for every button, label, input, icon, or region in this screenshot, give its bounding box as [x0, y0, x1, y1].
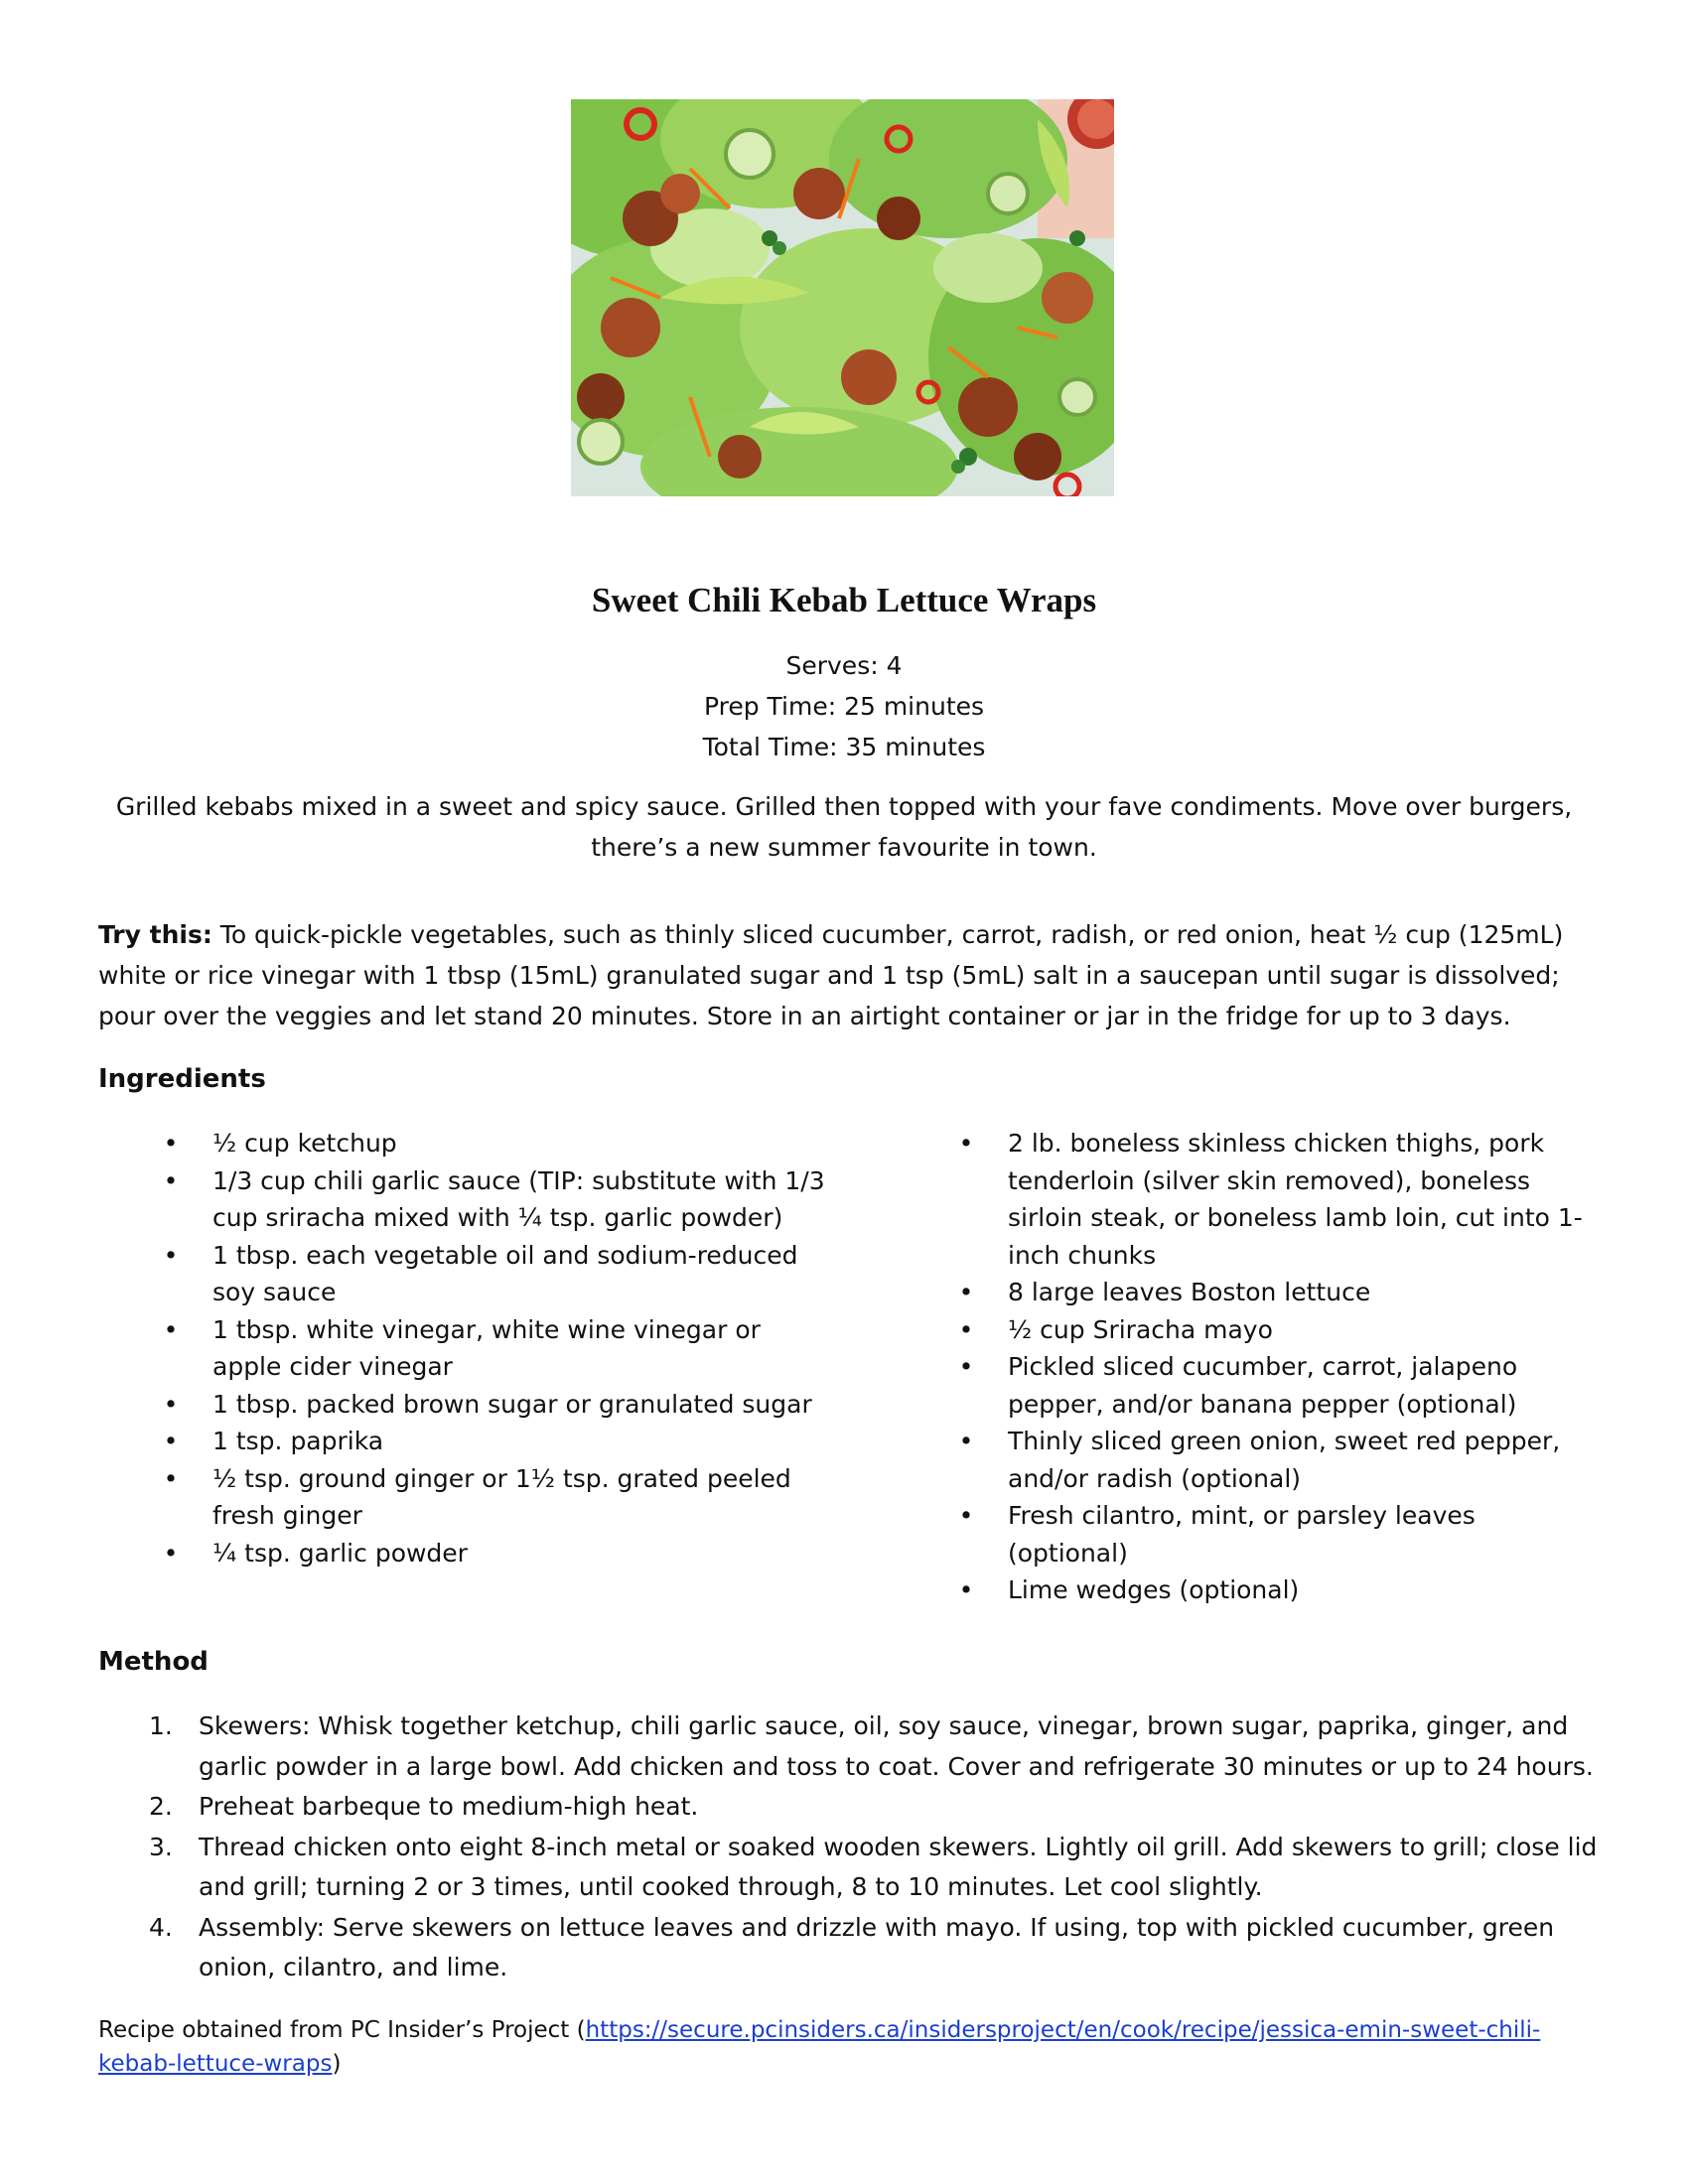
step-number: 1.	[149, 1711, 173, 1740]
tip-text: To quick-pickle vegetables, such as thinly sliced cucumber, carrot, radish, or red onion, heat ½ cup (125mL) white or rice vinegar with 1 tbsp (15mL) granulated sugar and 1 tsp (5mL) salt in a saucepan until sugar is dissolved; pour over the veggies and let stand 20 minutes. Store in an airtight container or jar in the fridge for up to 3 days.	[98, 920, 1564, 1030]
bullet: •	[163, 1129, 179, 1158]
bullet: •	[163, 1427, 179, 1455]
ingredient-item: • 1 tbsp. packed brown sugar or granulated sugar	[161, 1386, 836, 1424]
bullet: •	[958, 1427, 974, 1455]
ingredient-item: • Pickled sliced cucumber, carrot, jalapeno pepper, and/or banana pepper (optional)	[956, 1348, 1592, 1423]
method-step	[149, 1706, 1599, 1787]
step-number: 4.	[149, 1912, 173, 1942]
method-step	[149, 1787, 1599, 1828]
ingredient-item: • 1/3 cup chili garlic sauce (TIP: substitute with 1/3 cup sriracha mixed with ¼ tsp. garlic powder)	[161, 1162, 836, 1237]
bullet: •	[163, 1463, 179, 1493]
bullet: •	[958, 1352, 974, 1381]
bullet: •	[958, 1501, 974, 1530]
ingredient-item: • 1 tsp. paprika	[161, 1423, 836, 1460]
step-text: Assembly: Serve skewers on lettuce leaves and drizzle with mayo. If using, top with pickled cucumber, green onion, cilantro, and lime.	[199, 1912, 1555, 1981]
recipe-intro: Grilled kebabs mixed in a sweet and spicy sauce. Grilled then topped with your fave condiments. Move over burgers, there’s a new summer favourite in town.	[115, 792, 1573, 862]
recipe-photo	[571, 99, 1114, 496]
source-suffix: )	[332, 2051, 342, 2077]
ingredient-item: • Fresh cilantro, mint, or parsley leaves (optional)	[956, 1497, 1592, 1571]
tip-paragraph	[98, 914, 1598, 1036]
recipe-meta	[0, 645, 1688, 767]
ingredient-item: • 1 tbsp. white vinegar, white wine vinegar or apple cider vinegar	[161, 1311, 836, 1386]
ingredient-item: • Lime wedges (optional)	[956, 1571, 1592, 1609]
lettuce-wraps-image	[571, 99, 1114, 496]
method-heading: Method	[98, 1647, 209, 1677]
ingredient-item: • Thinly sliced green onion, sweet red pepper, and/or radish (optional)	[956, 1423, 1592, 1497]
tip-label: Try this:	[98, 920, 212, 949]
method-steps	[149, 1706, 1599, 1988]
source-link[interactable]: https://secure.pcinsiders.ca/insidersproject/en/cook/recipe/jessica-emin-sweet-chili-kebab-lettuce-wraps	[98, 2017, 1541, 2077]
serves: Serves: 4	[785, 651, 903, 680]
bullet: •	[958, 1575, 974, 1604]
ingredients-list-left	[161, 1125, 836, 1571]
method-step	[149, 1828, 1599, 1908]
ingredients-heading: Ingredients	[98, 1064, 266, 1094]
total-time: Total Time: 35 minutes	[702, 733, 986, 761]
bullet: •	[958, 1278, 974, 1306]
bullet: •	[958, 1314, 974, 1344]
recipe-source	[98, 2013, 1608, 2081]
ingredient-item: • 2 lb. boneless skinless chicken thighs, pork tenderloin (silver skin removed), boneless sirloin steak, or boneless lamb loin, cut into 1-inch chunks	[956, 1125, 1592, 1274]
bullet: •	[163, 1389, 179, 1419]
ingredients-list-right	[956, 1125, 1592, 1609]
source-prefix: Recipe obtained from PC Insider’s Project (	[98, 2017, 586, 2043]
step-number: 2.	[149, 1792, 173, 1821]
bullet: •	[163, 1240, 179, 1270]
ingredient-item: • ½ cup Sriracha mayo	[956, 1311, 1592, 1349]
method-step	[149, 1908, 1599, 1988]
recipe-title: Sweet Chili Kebab Lettuce Wraps	[591, 581, 1097, 619]
ingredient-item: • ¼ tsp. garlic powder	[161, 1535, 836, 1572]
bullet: •	[163, 1314, 179, 1344]
ingredient-item: • 1 tbsp. each vegetable oil and sodium-reduced soy sauce	[161, 1237, 836, 1311]
ingredient-item: • 8 large leaves Boston lettuce	[956, 1274, 1592, 1311]
step-number: 3.	[149, 1832, 173, 1861]
bullet: •	[163, 1165, 179, 1195]
step-text: Thread chicken onto eight 8-inch metal or soaked wooden skewers. Lightly oil grill. Add skewers to grill; close lid and grill; turning 2 or 3 times, until cooked through, 8 to 10 minutes. Let cool slightly.	[199, 1832, 1598, 1901]
bullet: •	[958, 1129, 974, 1158]
prep-time: Prep Time: 25 minutes	[703, 692, 985, 721]
ingredient-item: • ½ cup ketchup	[161, 1125, 836, 1162]
step-text: Skewers: Whisk together ketchup, chili garlic sauce, oil, soy sauce, vinegar, brown sugar, paprika, ginger, and garlic powder in a large bowl. Add chicken and toss to coat. Cover and refrigerate 30 minutes or up to 24 hours.	[199, 1711, 1594, 1781]
bullet: •	[163, 1538, 179, 1568]
step-text: Preheat barbeque to medium-high heat.	[199, 1792, 699, 1821]
ingredient-item: • ½ tsp. ground ginger or 1½ tsp. grated peeled fresh ginger	[161, 1460, 836, 1535]
